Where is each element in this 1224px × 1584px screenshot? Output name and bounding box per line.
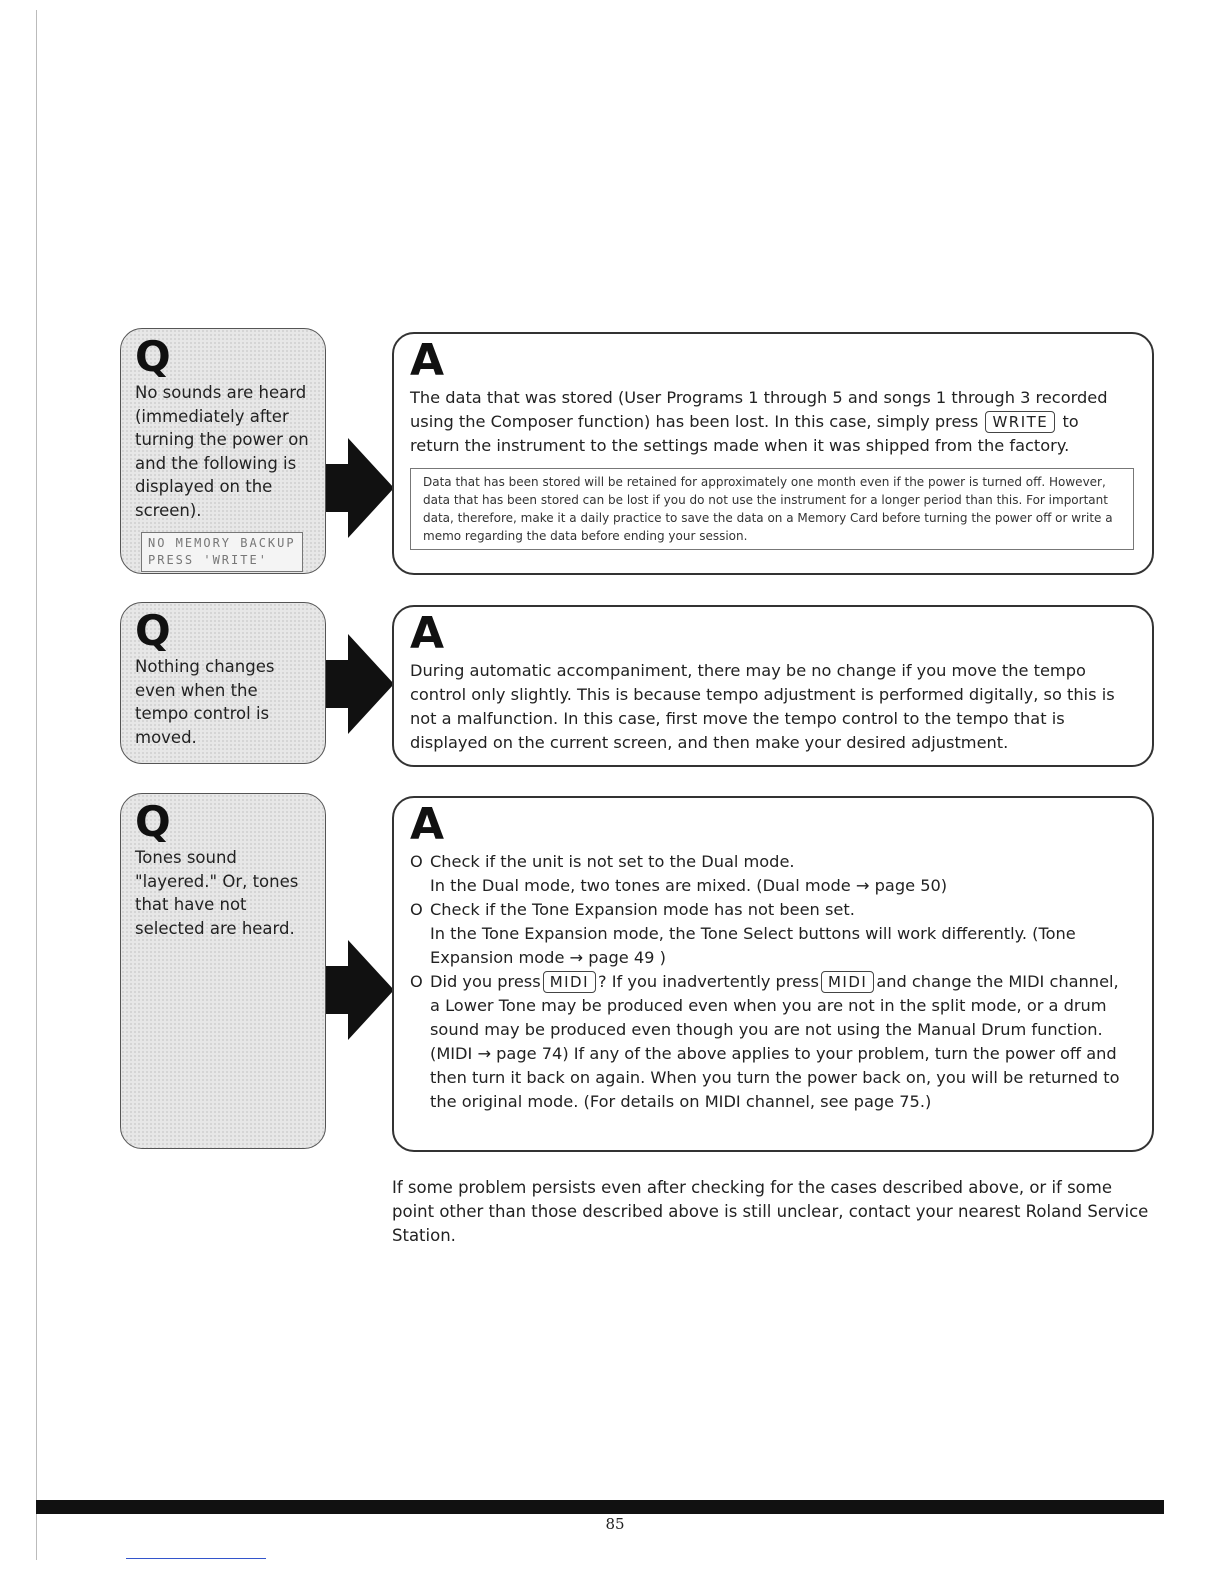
a-letter: A <box>410 608 445 659</box>
answer-text-part: The data that was stored (User Programs 1 through 5 and songs 1 through 3 recorded using the Composer function) has been lost. In this case, simply press <box>410 388 1108 431</box>
list-item <box>410 850 1132 898</box>
answer-box-3 <box>392 796 1154 1152</box>
page-number: 85 <box>605 1515 625 1533</box>
q-letter: Q <box>135 797 171 846</box>
item-text-part: Did you press <box>430 972 541 991</box>
arrow-icon <box>326 438 394 538</box>
circle-bullet-icon: O <box>410 900 423 919</box>
question-text: Tones sound "layered." Or, tones that have not selected are heard. <box>135 848 299 938</box>
answer-list <box>410 850 1132 1114</box>
answer-box-2 <box>392 605 1154 767</box>
midi-button: MIDI <box>543 971 596 993</box>
lcd-line-1: NO MEMORY BACKUP <box>148 536 296 550</box>
answer-text <box>410 386 1132 458</box>
a-letter: A <box>410 799 445 850</box>
lcd-line-2: PRESS 'WRITE' <box>148 553 268 567</box>
answer-text-part: to return the instrument to the settings made when it was shipped from the factory. <box>410 412 1079 455</box>
list-item <box>410 970 1132 1114</box>
question-box-2 <box>120 602 326 764</box>
a-letter: A <box>410 335 445 386</box>
item-head: Check if the Tone Expansion mode has not been set. <box>430 900 855 919</box>
item-head: Check if the unit is not set to the Dual mode. <box>430 852 795 871</box>
question-text: Nothing changes even when the tempo control is moved. <box>135 657 275 747</box>
question-box-1 <box>120 328 326 574</box>
write-button: WRITE <box>985 411 1055 433</box>
corner-line <box>126 1558 266 1559</box>
item-text-part: and change the MIDI channel, a Lower Tone may be produced even when you are not in the split mode, or a drum sound may be produced even though you are not using the Manual Drum function. (MIDI → page 74) If any of the above applies to your problem, turn the power off and then turn it back on again. When you turn the power back on, you will be returned to the original mode. (For details on MIDI channel, see page 75.) <box>430 972 1120 1111</box>
midi-button: MIDI <box>821 971 874 993</box>
footer-bar <box>36 1500 1164 1514</box>
q-letter: Q <box>135 606 171 655</box>
arrow-icon <box>326 940 394 1040</box>
circle-bullet-icon: O <box>410 972 423 991</box>
margin-line <box>36 10 37 1560</box>
item-body: In the Tone Expansion mode, the Tone Select buttons will work differently. (Tone Expansion mode → page 49 ) <box>430 924 1076 967</box>
item-body: In the Dual mode, two tones are mixed. (Dual mode → page 50) <box>430 876 948 895</box>
closing-paragraph: If some problem persists even after checking for the cases described above, or if some point other than those described above is still unclear, contact your nearest Roland Service Station. <box>392 1178 1149 1245</box>
lcd-display <box>141 532 303 572</box>
answer-box-1 <box>392 332 1154 575</box>
answer-text: During automatic accompaniment, there may be no change if you move the tempo control only slightly. This is because tempo adjustment is performed digitally, so this is not a malfunction. In this case, first move the tempo control to the tempo that is displayed on the current screen, and then make your desired adjustment. <box>410 661 1115 752</box>
list-item <box>410 898 1132 970</box>
question-text: No sounds are heard (immediately after turning the power on and the following is displayed on the screen). <box>135 383 309 520</box>
q-letter: Q <box>135 332 171 381</box>
arrow-icon <box>326 634 394 734</box>
question-box-3 <box>120 793 326 1149</box>
item-text-part: ? If you inadvertently press <box>598 972 819 991</box>
note-box: Data that has been stored will be retained for approximately one month even if the power is turned off. However, data that has been stored can be lost if you do not use the instrument for a longer period than this. For important data, therefore, make it a daily practice to save the data on a Memory Card before turning the power off or write a memo regarding the data before ending your session. <box>410 468 1134 550</box>
circle-bullet-icon: O <box>410 852 423 871</box>
